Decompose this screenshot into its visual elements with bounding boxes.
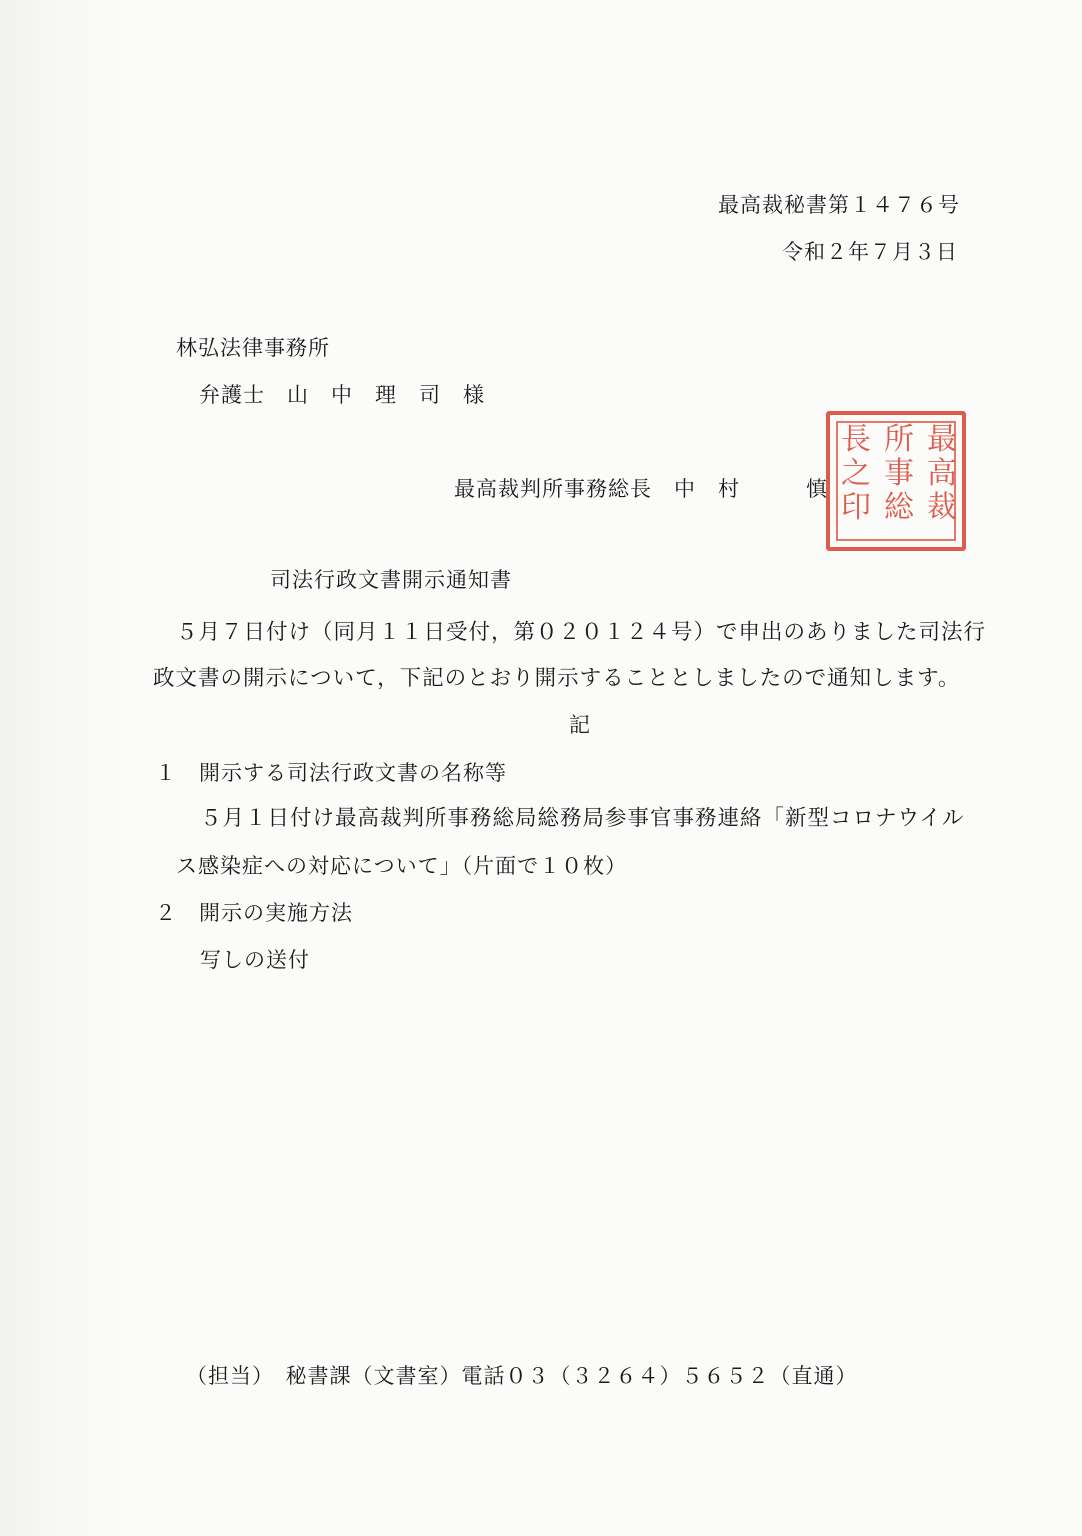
seal-character: 高 [927, 456, 957, 491]
seal-character: 裁 [927, 490, 957, 525]
seal-character: 之 [841, 456, 871, 491]
item-1-heading: １ 開示する司法行政文書の名称等 [155, 761, 507, 785]
seal-character: 長 [841, 422, 871, 457]
seal-column-1 [924, 423, 960, 533]
seal-character: 最 [927, 422, 957, 457]
recipient-firm: 林弘法律事務所 [176, 336, 330, 360]
seal-character: 事 [884, 456, 914, 491]
item-1-line-2: ス感染症への対応について」（片面で１０枚） [176, 854, 628, 878]
ki-heading: 記 [569, 713, 591, 737]
official-seal [826, 411, 966, 551]
contact-line: （担当） 秘書課（文書室）電話０３（３２６４）５６５２（直通） [186, 1364, 858, 1388]
item-1-line-1: ５月１日付け最高裁判所事務総局総務局参事官事務連絡「新型コロナウイル [200, 806, 965, 831]
seal-character: 所 [884, 422, 914, 457]
document-title: 司法行政文書開示通知書 [270, 568, 512, 592]
item-2-heading: ２ 開示の実施方法 [155, 901, 353, 925]
sender-line: 最高裁判所事務総長 中 村 慎 [454, 477, 828, 501]
seal-character: 総 [884, 490, 914, 525]
scan-edge-shading [0, 0, 130, 1536]
body-line-2: 政文書の開示について，下記のとおり開示することとしましたので通知します。 [153, 666, 961, 691]
recipient-name: 弁護士 山 中 理 司 様 [199, 383, 485, 407]
seal-character: 印 [841, 490, 871, 525]
item-2-body: 写しの送付 [200, 948, 310, 972]
body-line-1: ５月７日付け（同月１１日受付，第０２０１２４号）で申出のありました司法行 [176, 620, 987, 645]
seal-column-2 [881, 423, 917, 533]
reference-number: 最高裁秘書第１４７６号 [718, 193, 960, 217]
seal-column-3 [838, 423, 874, 533]
document-date: 令和２年７月３日 [782, 240, 958, 264]
